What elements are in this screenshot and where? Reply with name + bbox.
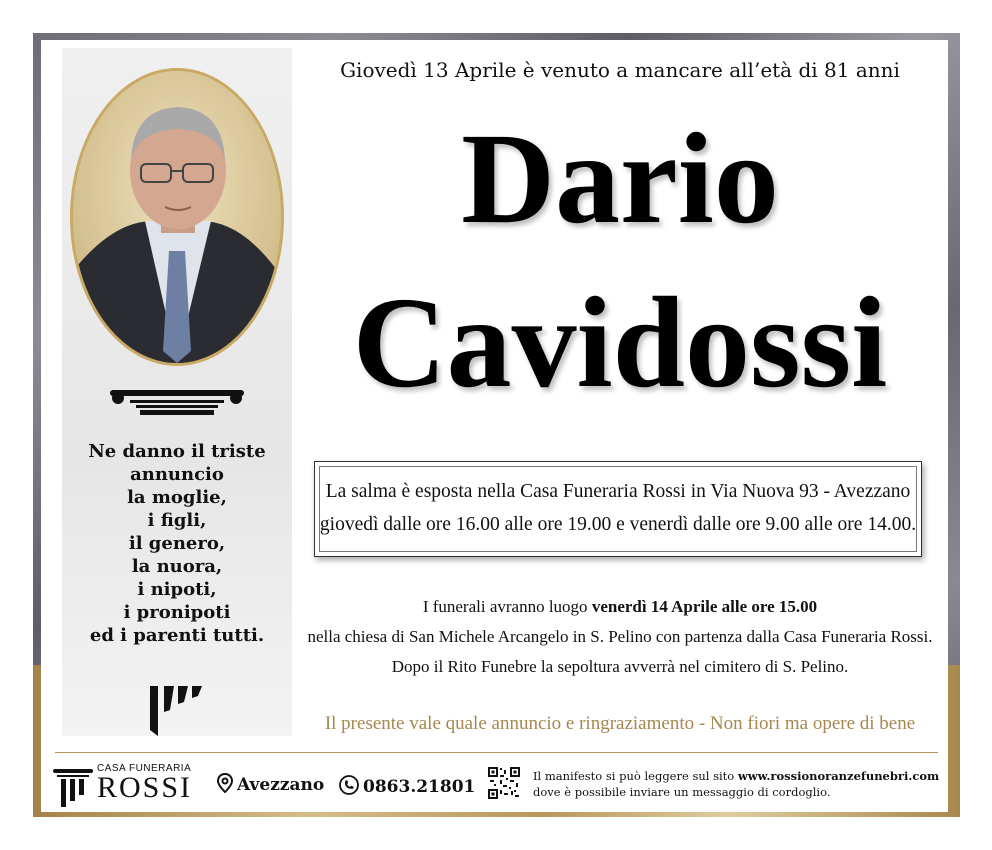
family-line: ed i parenti tutti. [89, 625, 265, 646]
location-text: Avezzano [237, 775, 325, 795]
brand-name: ROSSI [97, 771, 193, 804]
funeral-line-3: Dopo il Rito Funebre la sepoltura avverrà nel cimitero di S. Pelino. [391, 657, 849, 676]
funeral-info [300, 592, 940, 682]
phone-number: 0863.21801 [363, 777, 476, 797]
footer [41, 756, 948, 812]
funeral-line-1 [300, 592, 940, 622]
column-capital-icon [110, 390, 244, 416]
phone[interactable] [339, 775, 475, 797]
viewing-line-1: La salma è esposta nella Casa Funeraria Rossi in Via Nuova 93 - Avezzano [325, 481, 911, 502]
family-line: la moglie, [127, 487, 227, 508]
website-link[interactable]: www.rossionoranzefunebri.com [737, 769, 940, 783]
portrait-image [73, 71, 281, 363]
qr-code-icon[interactable] [487, 766, 521, 800]
footer-divider [55, 752, 938, 753]
website-info-line-1 [533, 768, 939, 784]
family-line: la nuora, [131, 556, 223, 577]
portrait-photo [70, 68, 284, 366]
location [217, 773, 324, 795]
deceased-last-name: Cavidossi [352, 271, 888, 415]
family-line: i pronipoti [123, 602, 231, 623]
family-line: annuncio [130, 464, 224, 485]
map-pin-icon [217, 773, 233, 793]
family-line: il genero, [128, 533, 226, 554]
funeral-line-1-prefix: I funerali avranno luogo [422, 597, 592, 616]
viewing-info-frame [314, 461, 922, 557]
death-date-headline: Giovedì 13 Aprile è venuto a mancare all’età di 81 anni [340, 58, 900, 82]
family-announcement [62, 440, 292, 647]
website-info-prefix: Il manifesto si può leggere sul sito [533, 769, 738, 783]
brand-small-label: CASA FUNERARIA [97, 763, 192, 774]
viewing-line-2: giovedì dalle ore 16.00 alle ore 19.00 e venerdì dalle ore 9.00 alle ore 14.00. [319, 514, 917, 535]
family-line: i nipoti, [137, 579, 217, 600]
phone-icon [339, 775, 359, 795]
thanks-note: Il presente vale quale annuncio e ringraziamento - Non fiori ma opere di bene [324, 713, 916, 734]
website-info-line-2: dove è possibile inviare un messaggio di cordoglio. [533, 785, 831, 799]
funeral-home-logo [53, 763, 213, 809]
family-line: i figli, [147, 510, 207, 531]
funeral-line-2: nella chiesa di San Michele Arcangelo in S. Pelino con partenza dalla Casa Funeraria Rossi. [307, 627, 933, 646]
family-line: Ne danno il triste [88, 441, 266, 462]
column-logo-icon [53, 767, 93, 807]
website-info [533, 768, 939, 800]
rossi-columns-logo-icon [150, 686, 202, 736]
deceased-first-name: Dario [461, 107, 779, 251]
funeral-date-time: venerdì 14 Aprile alle ore 15.00 [591, 597, 818, 616]
